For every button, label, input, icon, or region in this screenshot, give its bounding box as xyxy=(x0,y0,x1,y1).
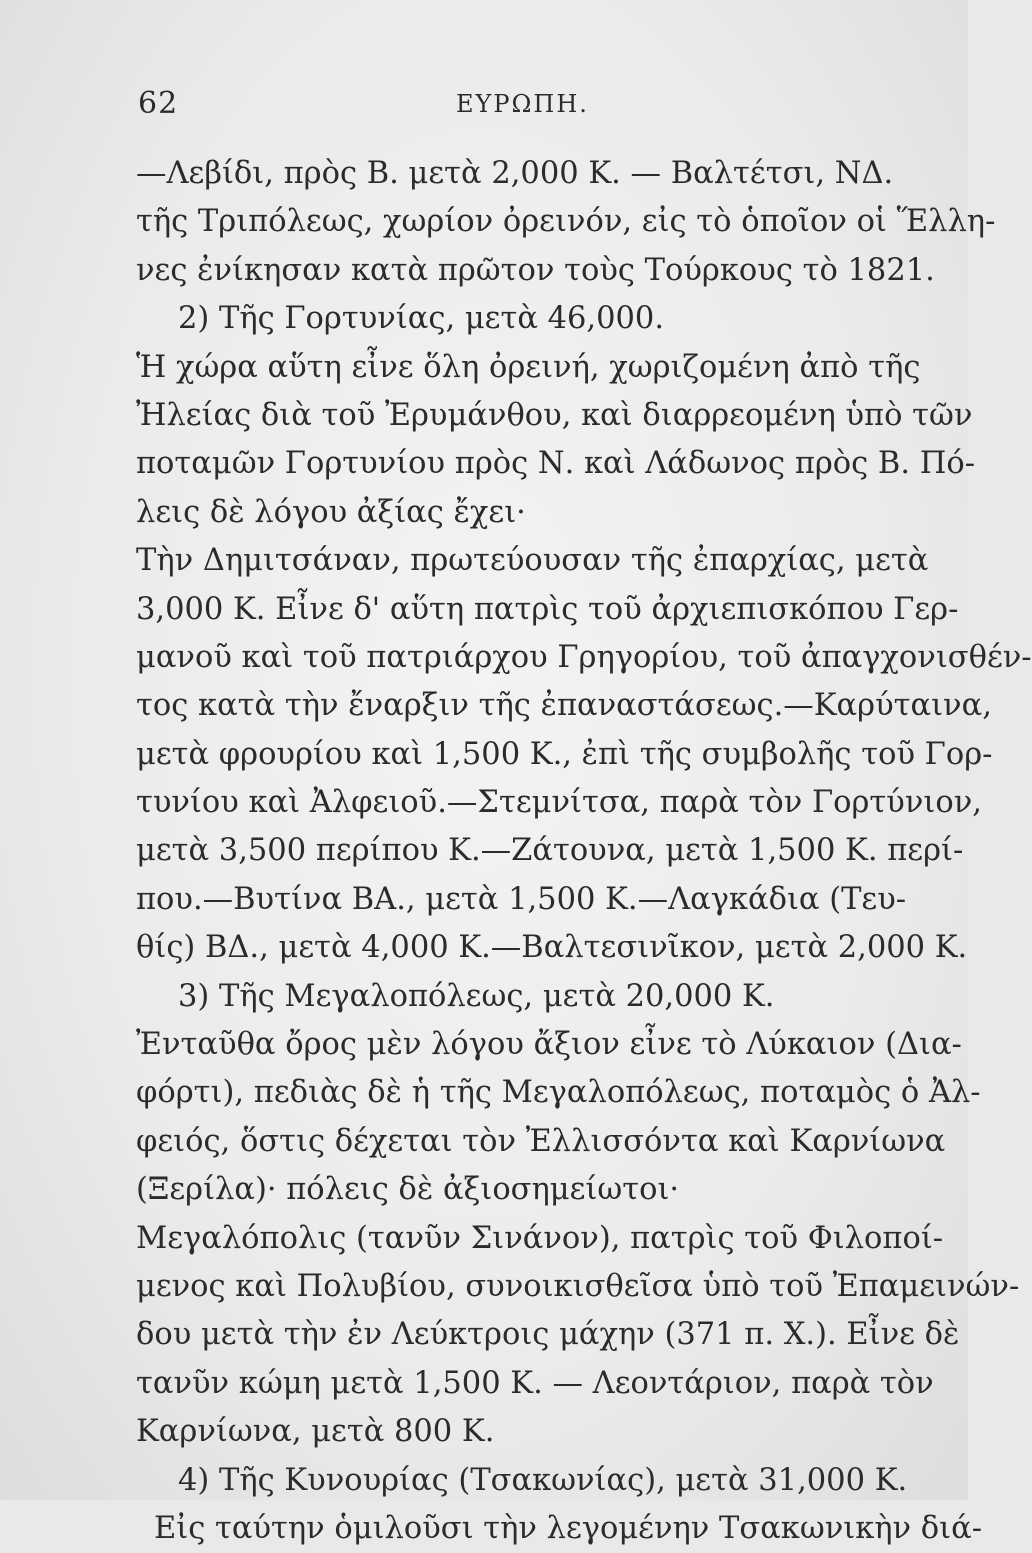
text-line: Ἐνταῦθα ὄρος μὲν λόγου ἄξιον εἶνε τὸ Λύκαιον (Δια- xyxy=(136,1027,962,1063)
section-heading: 4) Τῆς Κυνουρίας (Τσακωνίας), μετὰ 31,000 Κ. xyxy=(178,1462,908,1498)
page-number: 62 xyxy=(138,86,179,121)
text-line: νες ἐνίκησαν κατὰ πρῶτον τοὺς Τούρκους τὸ 1821. xyxy=(136,252,935,288)
text-line: θίς) ΒΔ., μετὰ 4,000 Κ.—Βαλτεσινῖκον, μετὰ 2,000 Κ. xyxy=(136,930,968,966)
text-line: 3,000 Κ. Εἶνε δ' αὕτη πατρὶς τοῦ ἀρχιεπισκόπου Γερ- xyxy=(136,591,959,627)
text-line: Ἠλείας διὰ τοῦ Ἐρυμάνθου, καὶ διαρρεομένη ὑπὸ τῶν xyxy=(136,397,973,433)
text-line: λεις δὲ λόγου ἀξίας ἔχει· xyxy=(136,494,526,530)
text-line: Καρνίωνα, μετὰ 800 Κ. xyxy=(136,1414,495,1450)
text-line: Εἰς ταύτην ὁμιλοῦσι τὴν λεγομένην Τσακωνικὴν διά- xyxy=(154,1510,983,1546)
page-header xyxy=(138,86,828,126)
text-line: μανοῦ καὶ τοῦ πατριάρχου Γρηγορίου, τοῦ ἀπαγχονισθέν- xyxy=(136,639,1032,675)
text-line: ποταμῶν Γορτυνίου πρὸς Ν. καὶ Λάδωνος πρὸς Β. Πό- xyxy=(136,446,976,482)
text-line: —Λεβίδι, πρὸς Β. μετὰ 2,000 Κ. — Βαλτέτσι, ΝΔ. xyxy=(136,156,894,191)
text-line: Μεγαλόπολις (τανῦν Σινάνον), πατρὶς τοῦ Φιλοποί- xyxy=(136,1220,944,1256)
text-line: τανῦν κώμη μετὰ 1,500 Κ. — Λεοντάριον, παρὰ τὸν xyxy=(136,1365,934,1401)
text-line: τυνίου καὶ Ἀλφειοῦ.—Στεμνίτσα, παρὰ τὸν Γορτύνιον, xyxy=(136,785,982,821)
text-line: Ἡ χώρα αὕτη εἶνε ὅλη ὀρεινή, χωριζομένη ἀπὸ τῆς xyxy=(136,349,921,385)
running-head: ΕΥΡΩΠΗ. xyxy=(456,90,589,118)
text-line: (Ξερίλα)· πόλεις δὲ ἀξιοσημείωτοι· xyxy=(136,1172,680,1208)
text-line: μενος καὶ Πολυβίου, συνοικισθεῖσα ὑπὸ τοῦ Ἐπαμεινών- xyxy=(136,1268,1020,1304)
text-line: Τὴν Δημιτσάναν, πρωτεύουσαν τῆς ἐπαρχίας, μετὰ xyxy=(136,543,929,579)
text-line: που.—Βυτίνα ΒΑ., μετὰ 1,500 Κ.—Λαγκάδια (Τευ- xyxy=(136,881,907,917)
section-heading: 3) Τῆς Μεγαλοπόλεως, μετὰ 20,000 Κ. xyxy=(178,978,775,1014)
text-line: φόρτι), πεδιὰς δὲ ἡ τῆς Μεγαλοπόλεως, ποταμὸς ὁ Ἀλ- xyxy=(136,1075,981,1111)
text-line: μετὰ 3,500 περίπου Κ.—Ζάτουνα, μετὰ 1,500 Κ. περί- xyxy=(136,833,964,869)
text-line: δου μετὰ τὴν ἐν Λεύκτροις μάχην (371 π. Χ.). Εἶνε δὲ xyxy=(136,1317,960,1353)
page-body xyxy=(136,150,1032,1553)
section-heading: 2) Τῆς Γορτυνίας, μετὰ 46,000. xyxy=(178,301,665,337)
text-line: τος κατὰ τὴν ἔναρξιν τῆς ἐπαναστάσεως.—Καρύταινα, xyxy=(136,688,992,724)
text-line: φειός, ὅστις δέχεται τὸν Ἐλλισσόντα καὶ Καρνίωνα xyxy=(136,1123,946,1159)
text-line: μετὰ φρουρίου καὶ 1,500 Κ., ἐπὶ τῆς συμβολῆς τοῦ Γορ- xyxy=(136,736,993,772)
text-line: τῆς Τριπόλεως, χωρίον ὀρεινόν, εἰς τὸ ὁποῖον οἱ Ἕλλη- xyxy=(136,204,996,240)
